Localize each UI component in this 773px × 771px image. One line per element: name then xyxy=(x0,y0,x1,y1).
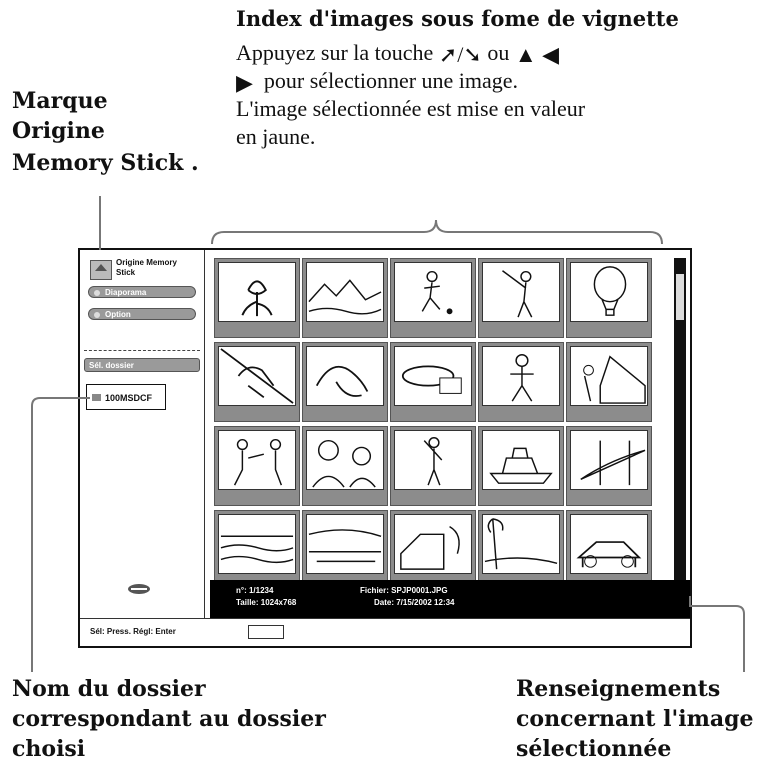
home-label: Origine Memory Stick xyxy=(116,258,177,277)
thumbnail-tulip[interactable] xyxy=(214,258,300,338)
divider xyxy=(84,350,200,351)
instruction-text-b: pour sélectionner une image. xyxy=(263,68,519,93)
thumbnail-house[interactable] xyxy=(390,510,476,590)
thumbnail-image xyxy=(482,430,560,490)
slideshow-button[interactable]: Diaporama xyxy=(88,286,196,298)
folder-callout-line-3: choisi xyxy=(12,736,86,762)
thumbnail-balloon[interactable] xyxy=(566,258,652,338)
thumbnail-karate[interactable] xyxy=(214,426,300,506)
sidebar xyxy=(80,250,205,618)
screen-frame xyxy=(78,248,692,648)
thumbnail-image xyxy=(306,514,384,574)
info-callout-line-2: concernant l'image xyxy=(516,706,754,732)
thumbnail-dolphins[interactable] xyxy=(302,342,388,422)
info-callout-line-1: Renseignements xyxy=(516,676,721,702)
thumbnail-image xyxy=(218,346,296,406)
thumbnail-image xyxy=(218,514,296,574)
up-down-arrow-icon: ➚/➘ xyxy=(438,41,482,67)
thumbnail-soccer[interactable] xyxy=(390,258,476,338)
info-callout-line-3: sélectionnée xyxy=(516,736,672,762)
instruction-line-4: en jaune. xyxy=(236,124,316,149)
brand-mark-label-1: Marque xyxy=(12,88,108,114)
image-number: n°: 1/1234 xyxy=(236,586,274,595)
thumbnail-baseball[interactable] xyxy=(478,258,564,338)
instruction-line-1 xyxy=(236,40,559,68)
option-button[interactable]: Option xyxy=(88,308,196,320)
hint-bar xyxy=(80,618,690,645)
thumbnail-sea[interactable] xyxy=(214,510,300,590)
folder-callout-line-1: Nom du dossier xyxy=(12,676,206,702)
thumbnail-image xyxy=(482,262,560,322)
thumbnail-image xyxy=(394,346,472,406)
left-arrow-icon: ◀ xyxy=(542,41,560,67)
thumbnail-image xyxy=(306,430,384,490)
hint-box xyxy=(248,625,284,639)
file-name: Fichier: SPJP0001.JPG xyxy=(360,586,448,595)
instruction-text-or: ou xyxy=(487,40,510,65)
home-icon[interactable] xyxy=(90,260,112,280)
thumbnail-image xyxy=(306,262,384,322)
thumbnail-landscape[interactable] xyxy=(302,258,388,338)
thumbnail-lake[interactable] xyxy=(302,510,388,590)
thumbnail-image xyxy=(218,430,296,490)
thumbnail-image xyxy=(218,262,296,322)
thumbnail-golf-swing[interactable] xyxy=(214,342,300,422)
thumbnail-image xyxy=(570,346,648,406)
thumbnail-image xyxy=(394,514,472,574)
thumbnail-racecar[interactable] xyxy=(566,510,652,590)
image-info-bar xyxy=(210,580,690,618)
thumbnail-golfer[interactable] xyxy=(390,426,476,506)
thumbnail-portrait[interactable] xyxy=(302,426,388,506)
image-date: Date: 7/15/2002 12:34 xyxy=(374,598,455,607)
memory-stick-icon xyxy=(128,584,150,594)
thumbnail-image xyxy=(394,430,472,490)
thumbnail-ship[interactable] xyxy=(478,426,564,506)
info-callout-line xyxy=(690,596,744,672)
thumbnail-image xyxy=(482,514,560,574)
right-arrow-icon: ▶ xyxy=(236,69,253,95)
thumbnail-index-title: Index d'images sous fome de vignette xyxy=(236,6,679,31)
thumbnail-piano[interactable] xyxy=(566,342,652,422)
thumbnail-image xyxy=(482,346,560,406)
thumbnail-image xyxy=(394,262,472,322)
up-arrow-icon: ▲ xyxy=(514,41,537,67)
folder-callout-line-2: correspondant au dossier xyxy=(12,706,326,732)
instruction-line-2 xyxy=(236,68,518,96)
thumbnail-image xyxy=(306,346,384,406)
brand-mark-label-2: Origine xyxy=(12,118,105,144)
image-size: Taille: 1024x768 xyxy=(236,598,297,607)
thumbnail-image xyxy=(570,262,648,322)
brand-mark-label-3: Memory Stick . xyxy=(12,150,199,176)
thumbnail-bracket xyxy=(212,220,662,244)
thumbnail-image xyxy=(570,430,648,490)
scrollbar[interactable] xyxy=(674,258,686,580)
thumbnail-grid xyxy=(214,258,666,592)
folder-name[interactable]: 100MSDCF xyxy=(86,384,166,410)
scrollbar-thumb[interactable] xyxy=(676,274,684,320)
thumbnail-bridge[interactable] xyxy=(566,426,652,506)
thumbnail-image xyxy=(570,514,648,574)
instruction-line-3: L'image sélectionnée est mise en valeur xyxy=(236,96,586,121)
instruction-text-a: Appuyez sur la touche xyxy=(236,40,434,65)
select-folder-button[interactable]: Sél. dossier xyxy=(84,358,200,372)
thumbnail-cake[interactable] xyxy=(390,342,476,422)
hint-text: Sél: Press. Régl: Enter xyxy=(90,627,176,636)
thumbnail-girl[interactable] xyxy=(478,342,564,422)
thumbnail-beach[interactable] xyxy=(478,510,564,590)
